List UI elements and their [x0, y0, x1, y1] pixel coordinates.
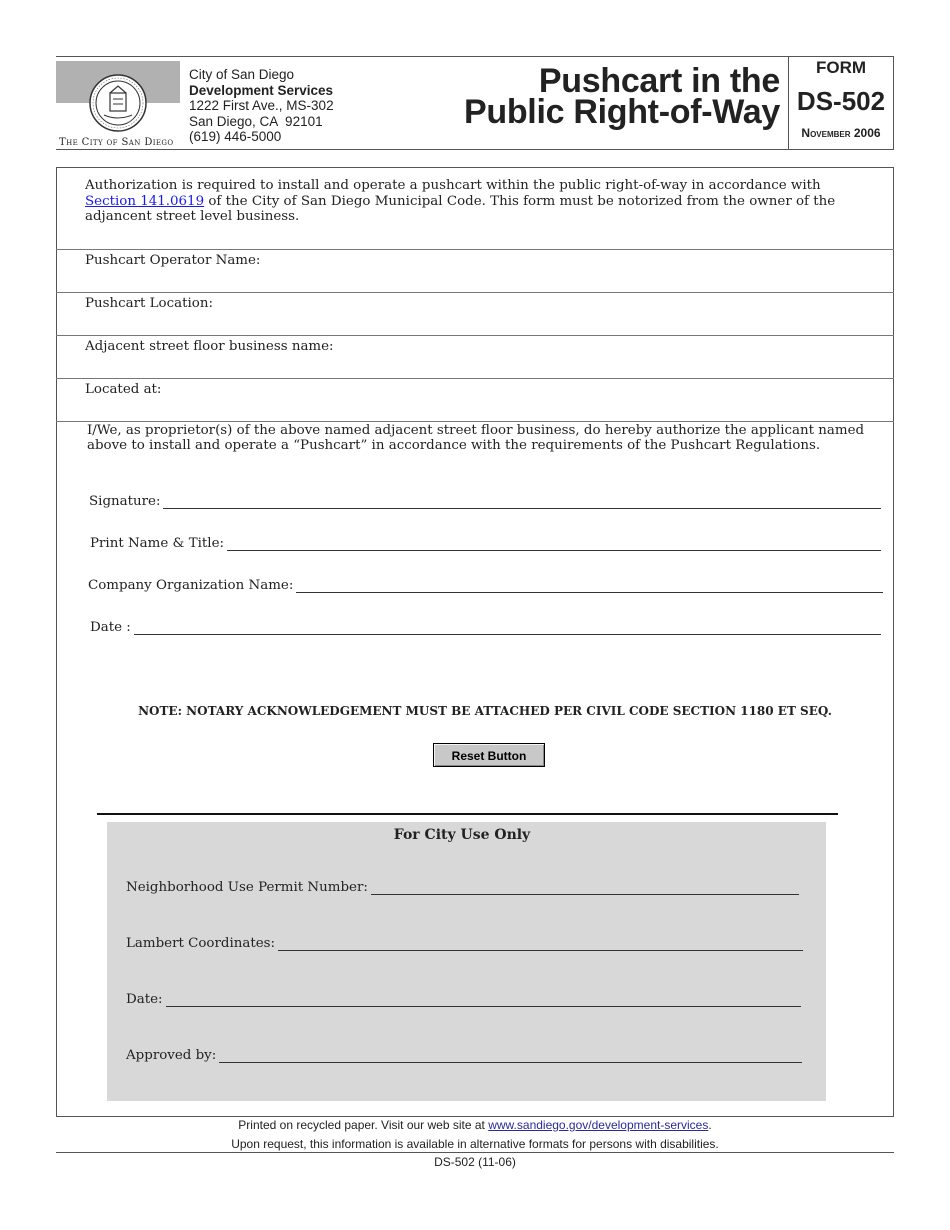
- address-line-4: San Diego, CA 92101: [189, 113, 323, 129]
- pushcart-location-field[interactable]: Pushcart Location:: [85, 296, 213, 311]
- footer-accessibility: Upon request, this information is available in alternative formats for persons with disabilities.: [231, 1137, 719, 1151]
- title-line-2: Public Right-of-Way: [463, 93, 780, 131]
- operator-name-field[interactable]: Pushcart Operator Name:: [85, 253, 261, 268]
- form-code: DS-502 (11-06): [434, 1155, 516, 1169]
- divider: [56, 378, 894, 379]
- signature-label: Signature:: [89, 494, 161, 509]
- footer-rule: [56, 1152, 894, 1153]
- section-link[interactable]: Section 141.0619: [85, 193, 205, 209]
- city-use-title: For City Use Only: [393, 827, 531, 843]
- form-date: November 2006: [801, 126, 881, 140]
- approved-by-field[interactable]: [126, 1048, 802, 1063]
- footer-recycled: Printed on recycled paper. Visit our web site at www.sandiego.gov/development-services.: [238, 1118, 712, 1132]
- city-date-field[interactable]: [126, 992, 801, 1007]
- city-seal-icon: [88, 73, 148, 133]
- company-label: Company Organization Name:: [88, 578, 294, 593]
- reset-button[interactable]: Reset Button: [433, 743, 545, 767]
- authorization-paragraph: I/We, as proprietor(s) of the above named adjacent street floor business, do hereby authorize the applicant named above to install and operate a “Pushcart” in accordance with the requirements of the Pushcart Regulations.: [87, 423, 865, 453]
- permit-number-label: Neighborhood Use Permit Number:: [126, 880, 368, 895]
- divider: [56, 421, 894, 422]
- date-field[interactable]: [90, 620, 881, 635]
- located-at-field[interactable]: Located at:: [85, 382, 162, 397]
- signature-field[interactable]: [89, 494, 881, 509]
- address-line-2: Development Services: [189, 82, 334, 98]
- form-number: DS-502: [796, 86, 886, 116]
- lambert-label: Lambert Coordinates:: [126, 936, 276, 951]
- address-line-3: 1222 First Ave., MS-302: [189, 98, 334, 113]
- divider: [56, 292, 894, 293]
- notary-note: NOTE: NOTARY ACKNOWLEDGEMENT MUST BE ATTACHED PER CIVIL CODE SECTION 1180 ET SEQ.: [138, 704, 832, 718]
- date-label: Date :: [90, 620, 131, 635]
- address-block: [189, 67, 334, 145]
- form-title: [440, 62, 780, 131]
- divider: [56, 335, 894, 336]
- lambert-coordinates-field[interactable]: [126, 936, 803, 951]
- city-use-rule: [97, 813, 838, 815]
- permit-number-field[interactable]: [126, 880, 799, 895]
- divider: [56, 249, 894, 250]
- header-bottom-rule: [56, 149, 894, 150]
- address-line-1: City of San Diego: [189, 67, 295, 82]
- city-label: The City of San Diego: [59, 137, 174, 148]
- business-name-field[interactable]: Adjacent street floor business name:: [85, 339, 334, 354]
- intro-paragraph: Authorization is required to install and operate a pushcart within the public right-of-way in accordance with Section 141.0619 of the City of San Diego Municipal Code. This form must be notorized from the owner of the adjancent street level business.: [85, 178, 836, 224]
- website-link[interactable]: www.sandiego.gov/development-services: [488, 1118, 709, 1132]
- address-line-5: (619) 446-5000: [189, 129, 282, 144]
- form-id-box: [788, 56, 894, 149]
- print-name-label: Print Name & Title:: [90, 536, 225, 551]
- print-name-field[interactable]: [90, 536, 881, 551]
- city-date-label: Date:: [126, 992, 163, 1007]
- title-line-1: Pushcart in the: [538, 62, 780, 100]
- header-top-rule: [56, 56, 894, 57]
- company-name-field[interactable]: [88, 578, 883, 593]
- approved-by-label: Approved by:: [126, 1048, 217, 1063]
- form-label: FORM: [815, 58, 867, 77]
